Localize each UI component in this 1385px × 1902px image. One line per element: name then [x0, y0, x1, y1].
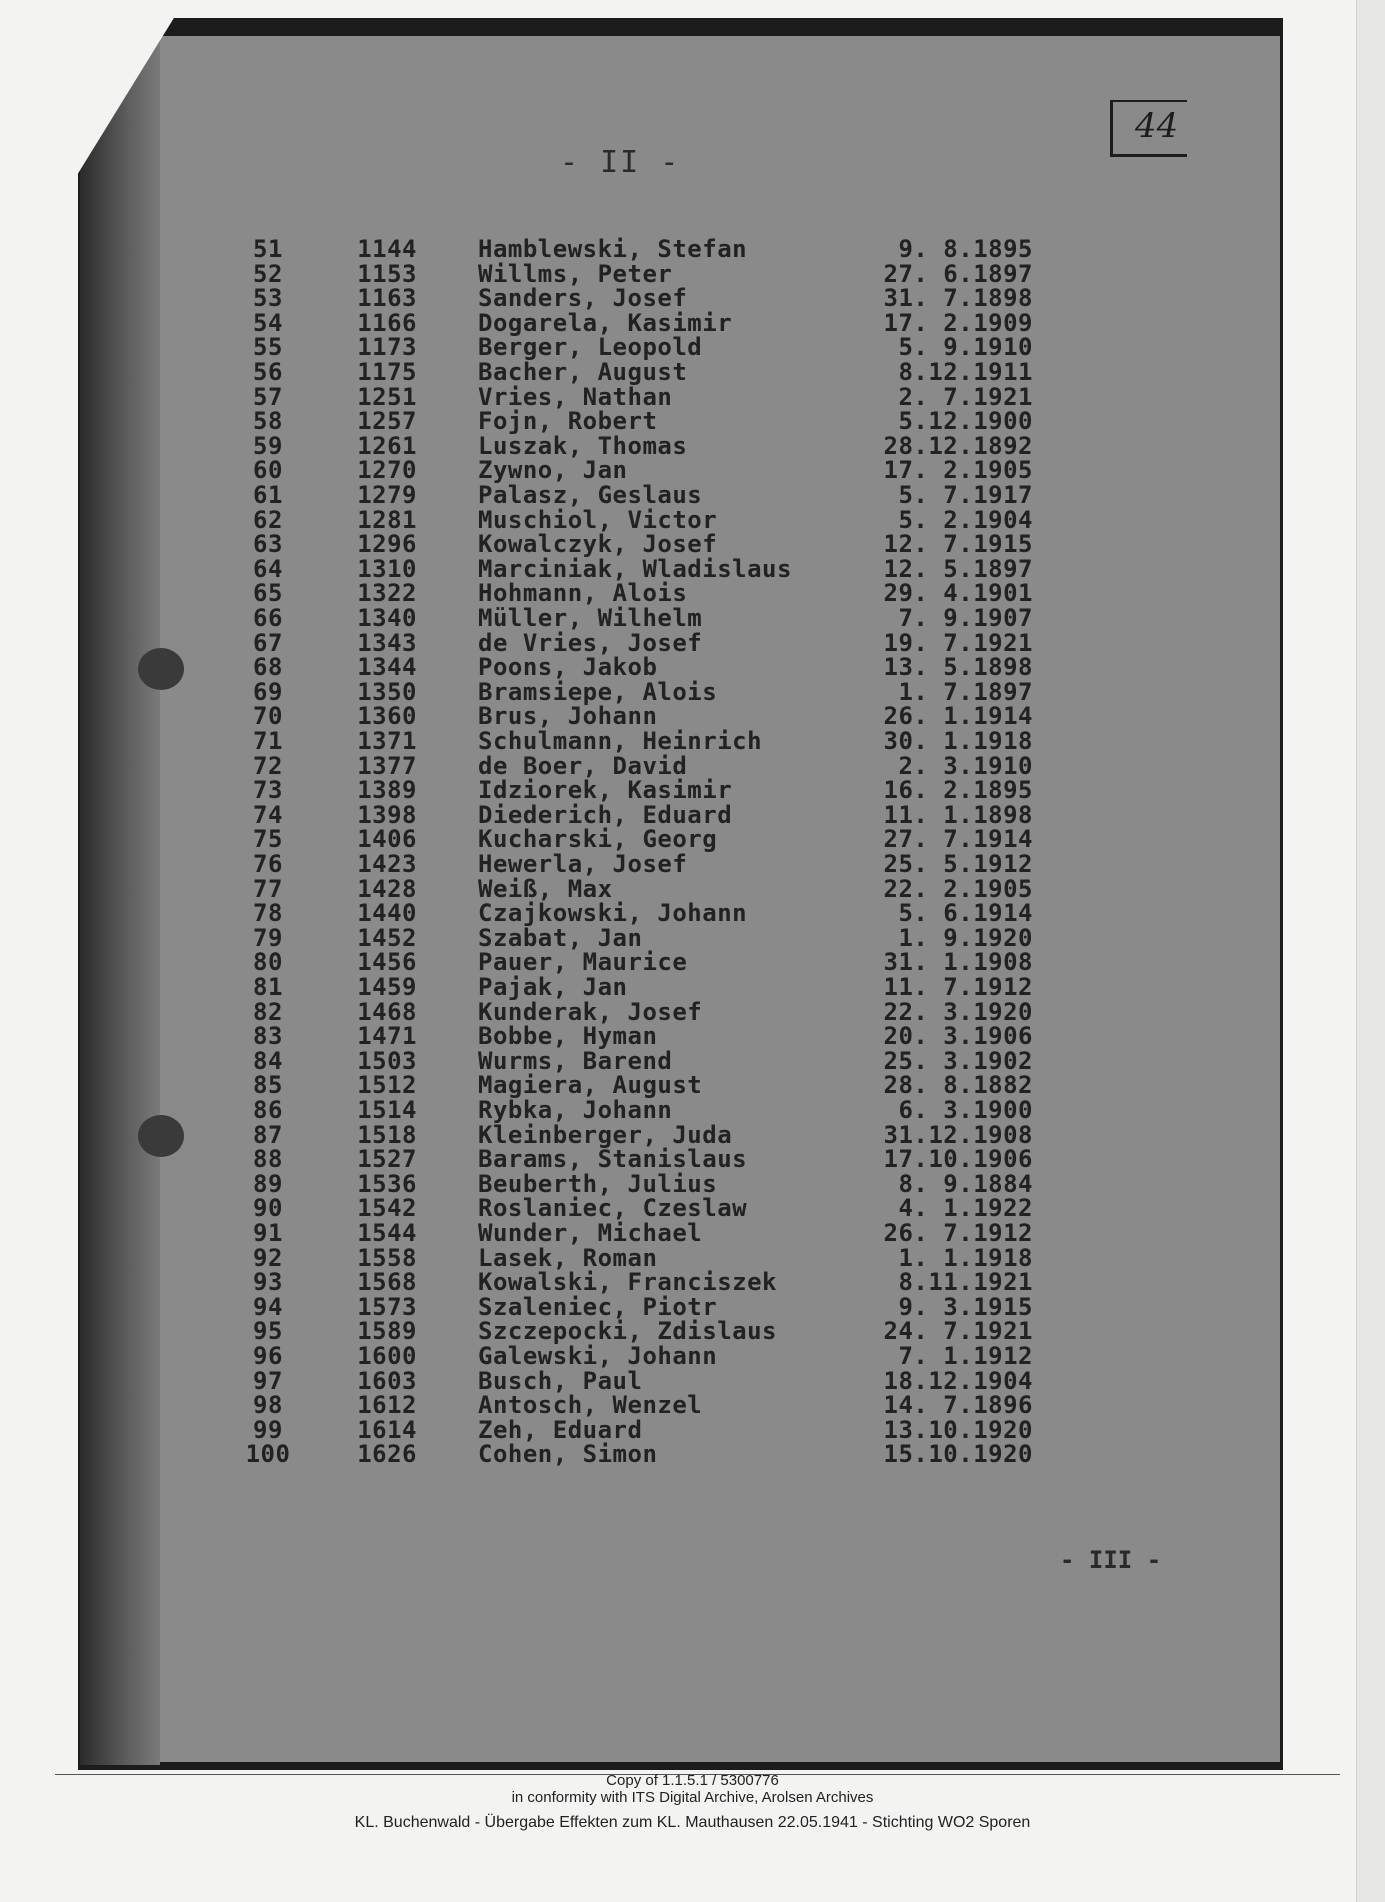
prisoner-number: 1423	[357, 850, 417, 878]
prisoner-name: Szaleniec, Piotr	[478, 1292, 718, 1321]
row-index: 97	[253, 1366, 283, 1395]
row-index: 65	[253, 579, 283, 608]
birth-date: 5. 7.1917	[898, 481, 1033, 509]
birth-date: 26. 7.1912	[883, 1219, 1033, 1247]
birth-date: 1. 7.1897	[898, 677, 1033, 706]
page-edge	[1356, 0, 1385, 1902]
prisoner-number: 1371	[357, 727, 417, 755]
prisoner-number: 1612	[357, 1391, 417, 1420]
row-index: 88	[253, 1145, 283, 1174]
prisoner-number: 1514	[357, 1096, 417, 1124]
prisoner-name: Czajkowski, Johann	[478, 899, 748, 928]
prisoner-number: 1503	[357, 1046, 417, 1075]
prisoner-name: Bacher, August	[478, 358, 688, 386]
birth-date: 5. 9.1910	[898, 333, 1033, 362]
prisoner-number: 1603	[357, 1366, 417, 1395]
prisoner-number: 1173	[357, 333, 417, 362]
birth-date: 7. 1.1912	[898, 1342, 1033, 1370]
prisoner-name: Lasek, Roman	[478, 1243, 658, 1272]
prisoner-number: 1144	[357, 235, 417, 263]
prisoner-name: Weiß, Max	[478, 874, 613, 903]
row-index: 81	[253, 973, 283, 1001]
prisoner-name: Hewerla, Josef	[478, 850, 688, 878]
birth-date: 12. 7.1915	[883, 530, 1033, 559]
prisoner-name: Idziorek, Kasimir	[478, 776, 733, 805]
prisoner-name: Dogarela, Kasimir	[478, 308, 733, 337]
page-marker: - II -	[560, 145, 681, 180]
prisoner-name: Palasz, Geslaus	[478, 481, 703, 509]
prisoner-name: Hohmann, Alois	[478, 579, 688, 608]
prisoner-name: Muschiol, Victor	[478, 505, 718, 534]
prisoner-name: Schulmann, Heinrich	[478, 727, 763, 755]
row-index: 72	[253, 751, 283, 780]
prisoner-name: de Boer, David	[478, 751, 688, 780]
row-index: 96	[253, 1342, 283, 1370]
prisoner-number: 1350	[357, 677, 417, 706]
footer-copy-reference: Copy of 1.1.5.1 / 5300776	[606, 1772, 779, 1789]
prisoner-name: Bobbe, Hyman	[478, 1022, 658, 1051]
birth-date: 16. 2.1895	[883, 776, 1033, 805]
prisoner-name: Kowalski, Franciszek	[478, 1268, 777, 1297]
prisoner-number: 1589	[357, 1317, 417, 1346]
birth-date: 12. 5.1897	[883, 554, 1033, 583]
birth-date: 15.10.1920	[883, 1440, 1033, 1469]
birth-date: 25. 3.1902	[883, 1046, 1033, 1075]
birth-date: 9. 8.1895	[898, 235, 1033, 263]
prisoner-number: 1518	[357, 1120, 417, 1149]
prisoner-name: de Vries, Josef	[478, 628, 703, 657]
prisoner-name: Zywno, Jan	[478, 456, 628, 485]
birth-date: 30. 1.1918	[883, 727, 1033, 755]
birth-date: 29. 4.1901	[883, 579, 1033, 608]
prisoner-name: Marciniak, Wladislaus	[478, 554, 792, 583]
birth-date: 28.12.1892	[883, 431, 1033, 460]
prisoner-number: 1310	[357, 554, 417, 583]
prisoner-name: Sanders, Josef	[478, 284, 688, 313]
row-index: 82	[253, 997, 283, 1026]
row-index: 52	[253, 259, 283, 288]
prisoner-number: 1153	[357, 259, 417, 288]
row-index: 93	[253, 1268, 283, 1297]
row-index: 51	[253, 235, 283, 263]
row-index: 68	[253, 653, 283, 682]
prisoner-name: Vries, Nathan	[478, 382, 673, 411]
prisoner-number: 1296	[357, 530, 417, 559]
row-index: 84	[253, 1046, 283, 1075]
row-index: 71	[253, 727, 283, 755]
row-index: 69	[253, 677, 283, 706]
prisoner-number: 1542	[357, 1194, 417, 1223]
prisoner-name: Wurms, Barend	[478, 1046, 673, 1075]
row-index: 63	[253, 530, 283, 559]
row-index: 64	[253, 554, 283, 583]
birth-date: 13. 5.1898	[883, 653, 1033, 682]
birth-date: 27. 6.1897	[883, 259, 1033, 288]
birth-date: 17. 2.1905	[883, 456, 1033, 485]
prisoner-number: 1279	[357, 481, 417, 509]
row-index: 57	[253, 382, 283, 411]
birth-date: 17.10.1906	[883, 1145, 1033, 1174]
birth-date: 22. 2.1905	[883, 874, 1033, 903]
prisoner-name: Kowalczyk, Josef	[478, 530, 718, 559]
prisoner-number: 1568	[357, 1268, 417, 1297]
row-index: 86	[253, 1096, 283, 1124]
prisoner-number: 1257	[357, 407, 417, 436]
prisoner-number: 1251	[357, 382, 417, 411]
prisoner-number: 1452	[357, 923, 417, 952]
birth-date: 18.12.1904	[883, 1366, 1033, 1395]
birth-date: 5. 2.1904	[898, 505, 1033, 534]
row-index: 53	[253, 284, 283, 313]
prisoner-name: Galewski, Johann	[478, 1342, 718, 1370]
prisoner-number: 1614	[357, 1415, 417, 1444]
prisoner-number: 1389	[357, 776, 417, 805]
prisoner-number: 1456	[357, 948, 417, 977]
birth-date: 31. 1.1908	[883, 948, 1033, 977]
birth-date: 4. 1.1922	[898, 1194, 1033, 1223]
birth-date: 2. 7.1921	[898, 382, 1033, 411]
row-index: 92	[253, 1243, 283, 1272]
prisoner-number: 1340	[357, 604, 417, 632]
birth-date: 8.12.1911	[898, 358, 1033, 386]
birth-date: 7. 9.1907	[898, 604, 1033, 632]
footer-conformity-note: in conformity with ITS Digital Archive, Arolsen Archives	[511, 1789, 874, 1806]
birth-date: 11. 1.1898	[883, 800, 1033, 829]
row-index: 70	[253, 702, 283, 731]
prisoner-name: Brus, Johann	[478, 702, 658, 731]
prisoner-name: Poons, Jakob	[478, 653, 658, 682]
prisoner-name: Willms, Peter	[478, 259, 673, 288]
row-index: 54	[253, 308, 283, 337]
punch-hole	[138, 1115, 184, 1157]
prisoner-number: 1527	[357, 1145, 417, 1174]
prisoner-number: 1406	[357, 825, 417, 854]
prisoner-number: 1360	[357, 702, 417, 731]
birth-date: 28. 8.1882	[883, 1071, 1033, 1100]
prisoner-name: Barams, Stanislaus	[478, 1145, 748, 1174]
row-index: 77	[253, 874, 283, 903]
birth-date: 25. 5.1912	[883, 850, 1033, 878]
birth-date: 6. 3.1900	[898, 1096, 1033, 1124]
row-index: 98	[253, 1391, 283, 1420]
birth-date: 31. 7.1898	[883, 284, 1033, 313]
prisoner-name: Szczepocki, Zdislaus	[478, 1317, 777, 1346]
prisoner-name: Luszak, Thomas	[478, 431, 688, 460]
birth-date: 22. 3.1920	[883, 997, 1033, 1026]
row-index: 55	[253, 333, 283, 362]
prisoner-name: Kleinberger, Juda	[478, 1120, 733, 1149]
prisoner-number: 1398	[357, 800, 417, 829]
prisoner-number: 1459	[357, 973, 417, 1001]
prisoner-name: Diederich, Eduard	[478, 800, 733, 829]
row-index: 85	[253, 1071, 283, 1100]
row-index: 62	[253, 505, 283, 534]
birth-date: 20. 3.1906	[883, 1022, 1033, 1051]
row-index: 56	[253, 358, 283, 386]
row-index: 90	[253, 1194, 283, 1223]
birth-date: 13.10.1920	[883, 1415, 1033, 1444]
row-index: 100	[245, 1440, 291, 1469]
prisoner-number: 1440	[357, 899, 417, 928]
prisoner-name: Hamblewski, Stefan	[478, 235, 748, 263]
prisoner-number: 1626	[357, 1440, 417, 1469]
prisoner-number: 1377	[357, 751, 417, 780]
birth-date: 5.12.1900	[898, 407, 1033, 436]
row-index: 94	[253, 1292, 283, 1321]
row-index: 73	[253, 776, 283, 805]
prisoner-name: Pauer, Maurice	[478, 948, 688, 977]
prisoner-number: 1536	[357, 1169, 417, 1198]
prisoner-number: 1322	[357, 579, 417, 608]
birth-date: 19. 7.1921	[883, 628, 1033, 657]
prisoner-name: Berger, Leopold	[478, 333, 703, 362]
prisoner-name: Wunder, Michael	[478, 1219, 703, 1247]
prisoner-name: Bramsiepe, Alois	[478, 677, 718, 706]
footer-collection-title: KL. Buchenwald - Übergabe Effekten zum KL. Mauthausen 22.05.1941 - Stichting WO2 Sporen	[354, 1814, 1031, 1831]
row-index: 95	[253, 1317, 283, 1346]
prisoner-number: 1573	[357, 1292, 417, 1321]
prisoner-number: 1600	[357, 1342, 417, 1370]
row-index: 91	[253, 1219, 283, 1247]
prisoner-number: 1281	[357, 505, 417, 534]
folded-corner	[0, 0, 185, 300]
birth-date: 24. 7.1921	[883, 1317, 1033, 1346]
row-index: 76	[253, 850, 283, 878]
prisoner-number: 1468	[357, 997, 417, 1026]
prisoner-number: 1175	[357, 358, 417, 386]
prisoner-name: Szabat, Jan	[478, 923, 643, 952]
row-index: 66	[253, 604, 283, 632]
birth-date: 9. 3.1915	[898, 1292, 1033, 1321]
birth-date: 11. 7.1912	[883, 973, 1033, 1001]
row-index: 79	[253, 923, 283, 952]
birth-date: 17. 2.1909	[883, 308, 1033, 337]
birth-date: 1. 1.1918	[898, 1243, 1033, 1272]
prisoner-number: 1344	[357, 653, 417, 682]
next-page-marker: - III -	[1060, 1546, 1162, 1574]
row-index: 87	[253, 1120, 283, 1149]
prisoner-name: Zeh, Eduard	[478, 1415, 643, 1444]
row-index: 75	[253, 825, 283, 854]
birth-date: 27. 7.1914	[883, 825, 1033, 854]
row-index: 60	[253, 456, 283, 485]
row-index: 80	[253, 948, 283, 977]
prisoner-number: 1261	[357, 431, 417, 460]
row-index: 83	[253, 1022, 283, 1051]
birth-date: 1. 9.1920	[898, 923, 1033, 952]
prisoner-name: Fojn, Robert	[478, 407, 658, 436]
row-index: 61	[253, 481, 283, 509]
prisoner-name: Magiera, August	[478, 1071, 703, 1100]
prisoner-name: Antosch, Wenzel	[478, 1391, 703, 1420]
birth-date: 31.12.1908	[883, 1120, 1033, 1149]
row-index: 89	[253, 1169, 283, 1198]
row-index: 99	[253, 1415, 283, 1444]
prisoner-name: Roslaniec, Czeslaw	[478, 1194, 748, 1223]
prisoner-number: 1471	[357, 1022, 417, 1051]
prisoner-name: Pajak, Jan	[478, 973, 628, 1001]
prisoner-number: 1512	[357, 1071, 417, 1100]
row-index: 74	[253, 800, 283, 829]
prisoner-name: Cohen, Simon	[478, 1440, 658, 1469]
row-index: 67	[253, 628, 283, 657]
birth-date: 2. 3.1910	[898, 751, 1033, 780]
prisoner-name: Rybka, Johann	[478, 1096, 673, 1124]
prisoner-name: Beuberth, Julius	[478, 1169, 718, 1198]
row-index: 58	[253, 407, 283, 436]
prisoner-number: 1270	[357, 456, 417, 485]
birth-date: 8. 9.1884	[898, 1169, 1033, 1198]
archive-stamp	[1110, 100, 1187, 157]
prisoner-number: 1343	[357, 628, 417, 657]
row-index: 78	[253, 899, 283, 928]
prisoner-name: Müller, Wilhelm	[478, 604, 703, 632]
prisoner-number: 1166	[357, 308, 417, 337]
prisoner-name: Kunderak, Josef	[478, 997, 703, 1026]
birth-date: 5. 6.1914	[898, 899, 1033, 928]
birth-date: 26. 1.1914	[883, 702, 1033, 731]
prisoner-name: Busch, Paul	[478, 1366, 643, 1395]
prisoner-number: 1428	[357, 874, 417, 903]
birth-date: 8.11.1921	[898, 1268, 1033, 1297]
birth-date: 14. 7.1896	[883, 1391, 1033, 1420]
prisoner-number: 1544	[357, 1219, 417, 1247]
stamp-number: 44	[1135, 106, 1179, 146]
prisoner-number: 1558	[357, 1243, 417, 1272]
prisoner-number: 1163	[357, 284, 417, 313]
row-index: 59	[253, 431, 283, 460]
prisoner-name: Kucharski, Georg	[478, 825, 718, 854]
punch-hole	[138, 648, 184, 690]
